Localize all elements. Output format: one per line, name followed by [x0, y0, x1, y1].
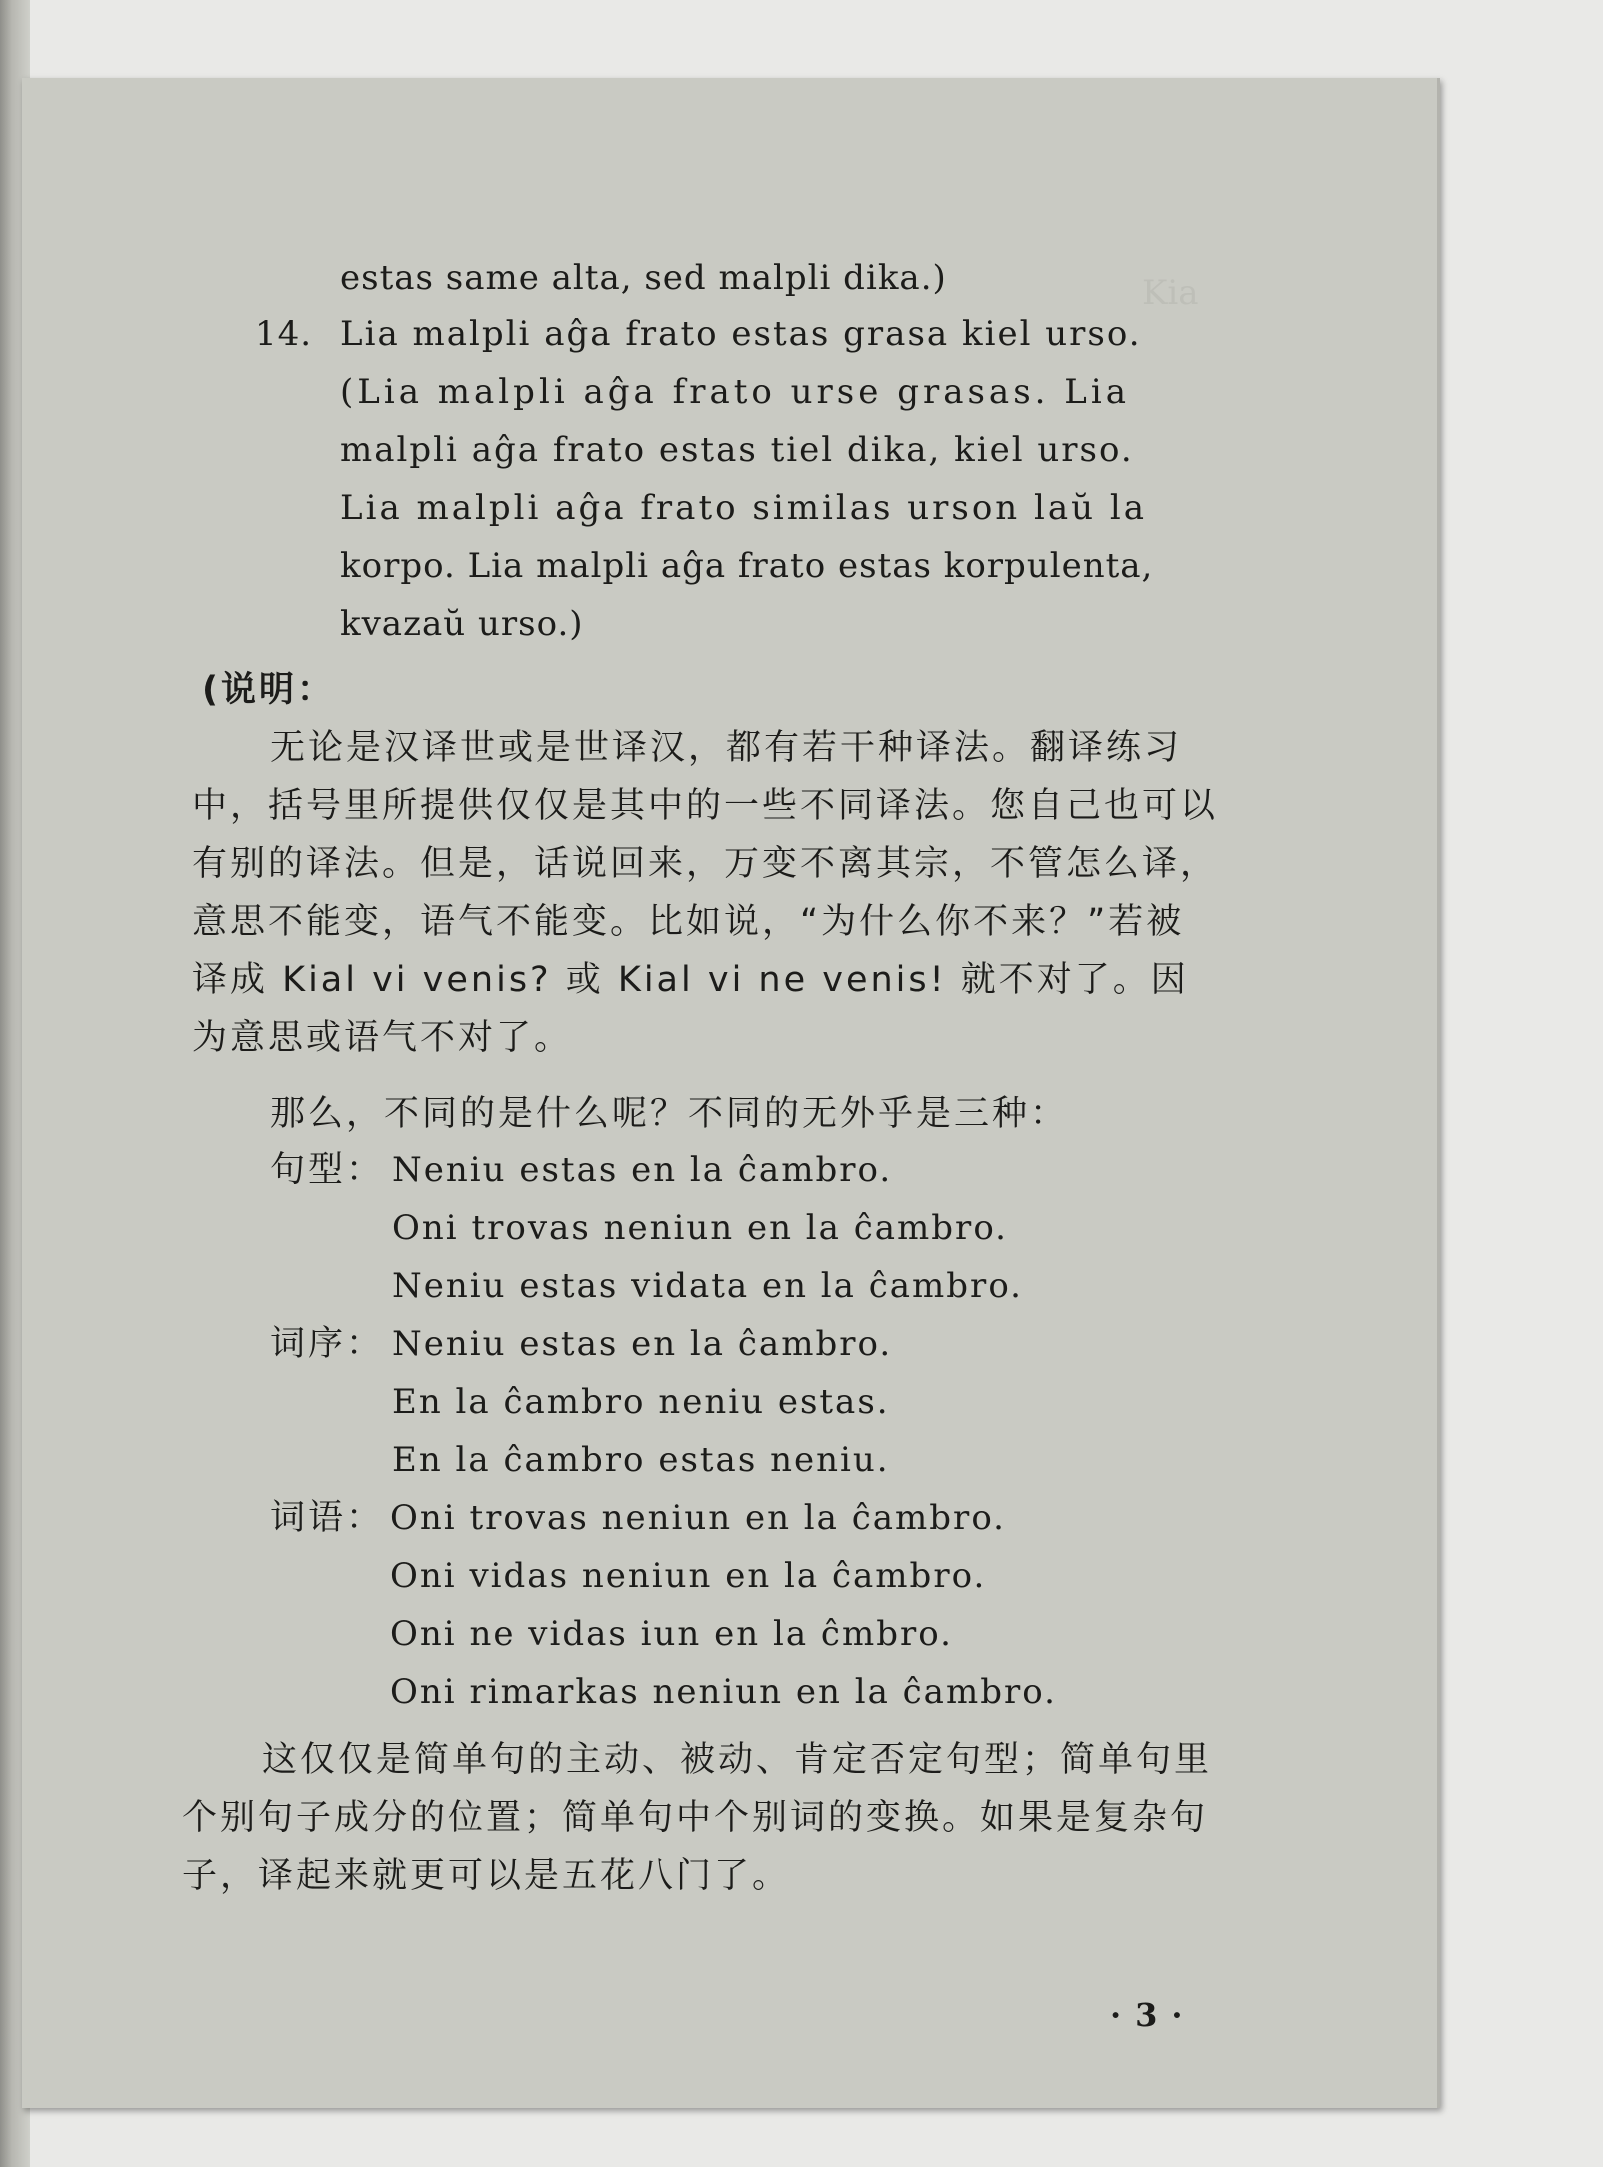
example-sentence: Oni rimarkas neniun en la ĉambro.: [390, 1672, 1057, 1712]
page-number: ·3·: [1110, 1996, 1197, 2034]
note-paragraph-line: 个别句子成分的位置；简单句中个别词的变换。如果是复杂句: [182, 1798, 1209, 1838]
note-paragraph-line: 无论是汉译世或是世译汉，都有若干种译法。翻译练习: [270, 728, 1183, 768]
show-through-text: Kia: [1142, 273, 1199, 313]
item-line: Lia malpli aĝa frato similas urson laŭ la: [340, 488, 1148, 528]
book-page: [22, 78, 1440, 2108]
example-sentence: En la ĉambro neniu estas.: [392, 1382, 890, 1422]
note-paragraph-line: 这仅仅是简单句的主动、被动、肯定否定句型；简单句里: [262, 1740, 1213, 1780]
exercise-continuation: estas same alta, sed malpli dika.): [340, 258, 947, 298]
example-sentence: Oni vidas neniun en la ĉambro.: [390, 1556, 987, 1596]
note-paragraph-line: 有别的译法。但是，话说回来，万变不离其宗，不管怎么译，: [192, 844, 1219, 884]
example-group-label: 词序：: [270, 1324, 385, 1364]
note-paragraph-line: 中，括号里所提供仅仅是其中的一些不同译法。您自己也可以: [192, 786, 1219, 826]
item-line: kvazaŭ urso.): [340, 604, 584, 644]
example-group-label: 词语：: [270, 1498, 385, 1538]
note-paragraph-line: 译成 Kial vi venis? 或 Kial vi ne venis! 就不对了。因: [192, 960, 1189, 1000]
item-line: Lia malpli aĝa frato estas grasa kiel urso.: [340, 314, 1142, 354]
example-sentence: Oni trovas neniun en la ĉambro.: [390, 1498, 1006, 1538]
item-line: (Lia malpli aĝa frato urse grasas. Lia: [340, 372, 1130, 412]
note-paragraph-line: 为意思或语气不对了。: [192, 1018, 573, 1058]
example-sentence: Neniu estas vidata en la ĉambro.: [392, 1266, 1023, 1306]
example-sentence: Oni trovas neniun en la ĉambro.: [392, 1208, 1008, 1248]
example-sentence: Neniu estas en la ĉambro.: [392, 1324, 893, 1364]
item-line: malpli aĝa frato estas tiel dika, kiel urso.: [340, 430, 1134, 470]
note-paragraph-line: 子，译起来就更可以是五花八门了。: [182, 1856, 791, 1896]
example-sentence: En la ĉambro estas neniu.: [392, 1440, 890, 1480]
example-group-label: 句型：: [270, 1150, 385, 1190]
note-paragraph-line: 意思不能变，语气不能变。比如说，“为什么你不来？”若被: [192, 902, 1185, 942]
example-sentence: Oni ne vidas iun en la ĉmbro.: [390, 1614, 953, 1654]
example-sentence: Neniu estas en la ĉambro.: [392, 1150, 893, 1190]
note-heading: (说明：: [202, 670, 335, 710]
note-paragraph-line: 那么，不同的是什么呢？不同的无外乎是三种：: [270, 1094, 1069, 1134]
item-number: 14.: [255, 314, 313, 354]
item-line: korpo. Lia malpli aĝa frato estas korpulenta,: [340, 546, 1154, 586]
